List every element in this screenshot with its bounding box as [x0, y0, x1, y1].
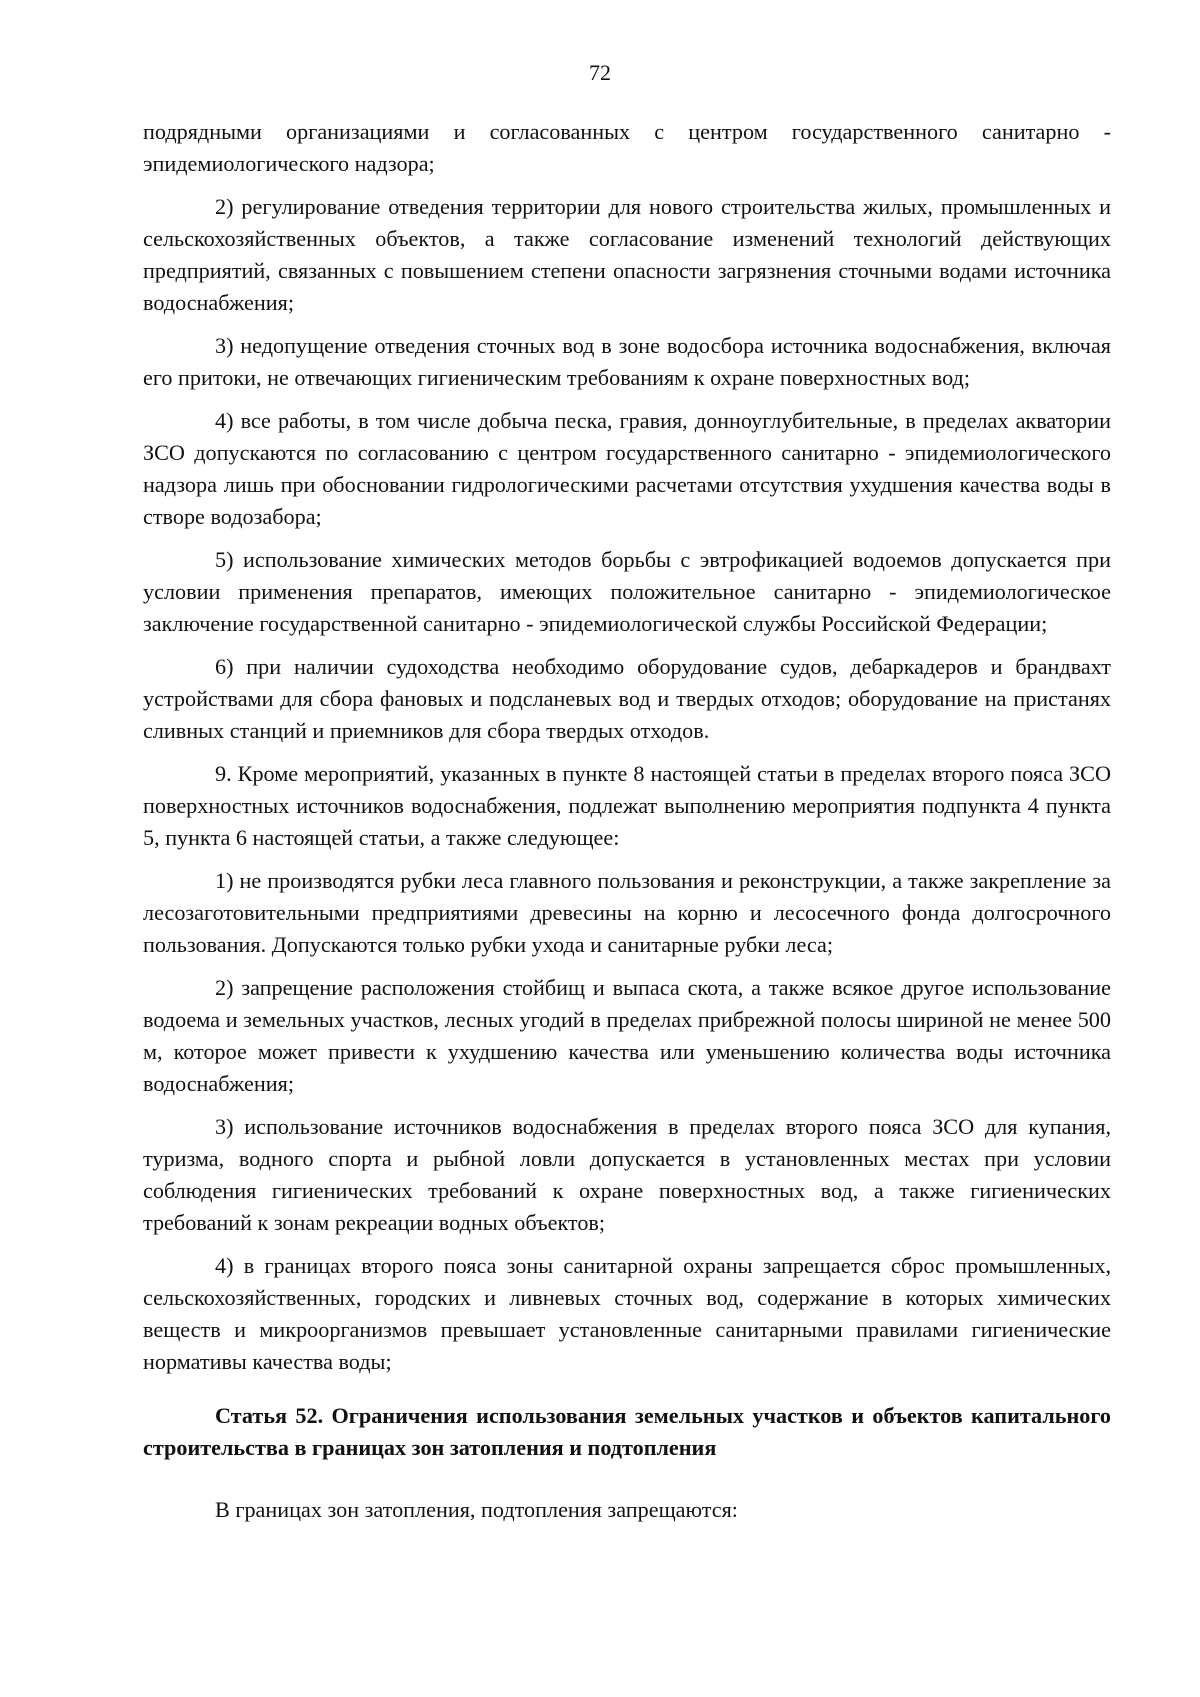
paragraph-continuation: подрядными организациями и согласованных с центром государственного санитарно - эпидемиологического надзора;: [143, 119, 1111, 176]
paragraph-subitem-4: 4) в границах второго пояса зоны санитарной охраны запрещается сброс промышленных, сельскохозяйственных, городских и ливневых сточных вод, содержание в которых химических веществ и микроорганизмов превышает установленные санитарными правилами гигиенические нормативы качества воды;: [143, 1253, 1111, 1374]
paragraph-point-9: 9. Кроме мероприятий, указанных в пункте 8 настоящей статьи в пределах второго пояса ЗСО поверхностных источников водоснабжения, подлежат выполнению мероприятия подпункта 4 пункта 5, пункта 6 настоящей статьи, а также следующее:: [143, 761, 1111, 850]
paragraph-item-6: 6) при наличии судоходства необходимо оборудование судов, дебаркадеров и брандвахт устройствами для сбора фановых и подсланевых вод и твердых отходов; оборудование на пристанях сливных станций и приемников для сбора твердых отходов.: [143, 654, 1111, 743]
heading-spacer: [143, 1464, 1111, 1494]
page-number: 72: [589, 60, 611, 85]
paragraph-subitem-3: 3) использование источников водоснабжения в пределах второго пояса ЗСО для купания, туризма, водного спорта и рыбной ловли допускается в установленных местах при условии соблюдения гигиенических требований к охране поверхностных вод, а также гигиенических требований к зонам рекреации водных объектов;: [143, 1114, 1111, 1235]
document-body: [143, 116, 1111, 1537]
paragraph-article-intro: В границах зон затопления, подтопления запрещаются:: [215, 1497, 738, 1522]
paragraph-item-4: 4) все работы, в том числе добыча песка, гравия, донноуглубительные, в пределах акватории ЗСО допускаются по согласованию с центром государственного санитарно - эпидемиологического надзора лишь при обосновании гидрологическими расчетами отсутствия ухудшения качества воды в створе водозабора;: [143, 408, 1111, 529]
paragraph-subitem-2: 2) запрещение расположения стойбищ и выпаса скота, а также всякое другое использование водоема и земельных участков, лесных угодий в пределах прибрежной полосы шириной не менее 500 м, которое может привести к ухудшению качества или уменьшению количества воды источника водоснабжения;: [143, 975, 1111, 1096]
paragraph-item-5: 5) использование химических методов борьбы с эвтрофикацией водоемов допускается при условии применения препаратов, имеющих положительное санитарно - эпидемиологическое заключение государственной санитарно - эпидемиологической службы Российской Федерации;: [143, 547, 1111, 636]
paragraph-item-3: 3) недопущение отведения сточных вод в зоне водосбора источника водоснабжения, включая его притоки, не отвечающих гигиеническим требованиям к охране поверхностных вод;: [143, 333, 1111, 390]
article-heading: Статья 52. Ограничения использования земельных участков и объектов капитального строительства в границах зон затопления и подтопления: [143, 1403, 1111, 1460]
paragraph-subitem-1: 1) не производятся рубки леса главного пользования и реконструкции, а также закрепление за лесозаготовительными предприятиями древесины на корню и лесосечного фонда долгосрочного пользования. Допускаются только рубки ухода и санитарные рубки леса;: [143, 868, 1111, 957]
paragraph-item-2: 2) регулирование отведения территории для нового строительства жилых, промышленных и сельскохозяйственных объектов, а также согласование изменений технологий действующих предприятий, связанных с повышением степени опасности загрязнения сточными водами источника водоснабжения;: [143, 194, 1111, 315]
